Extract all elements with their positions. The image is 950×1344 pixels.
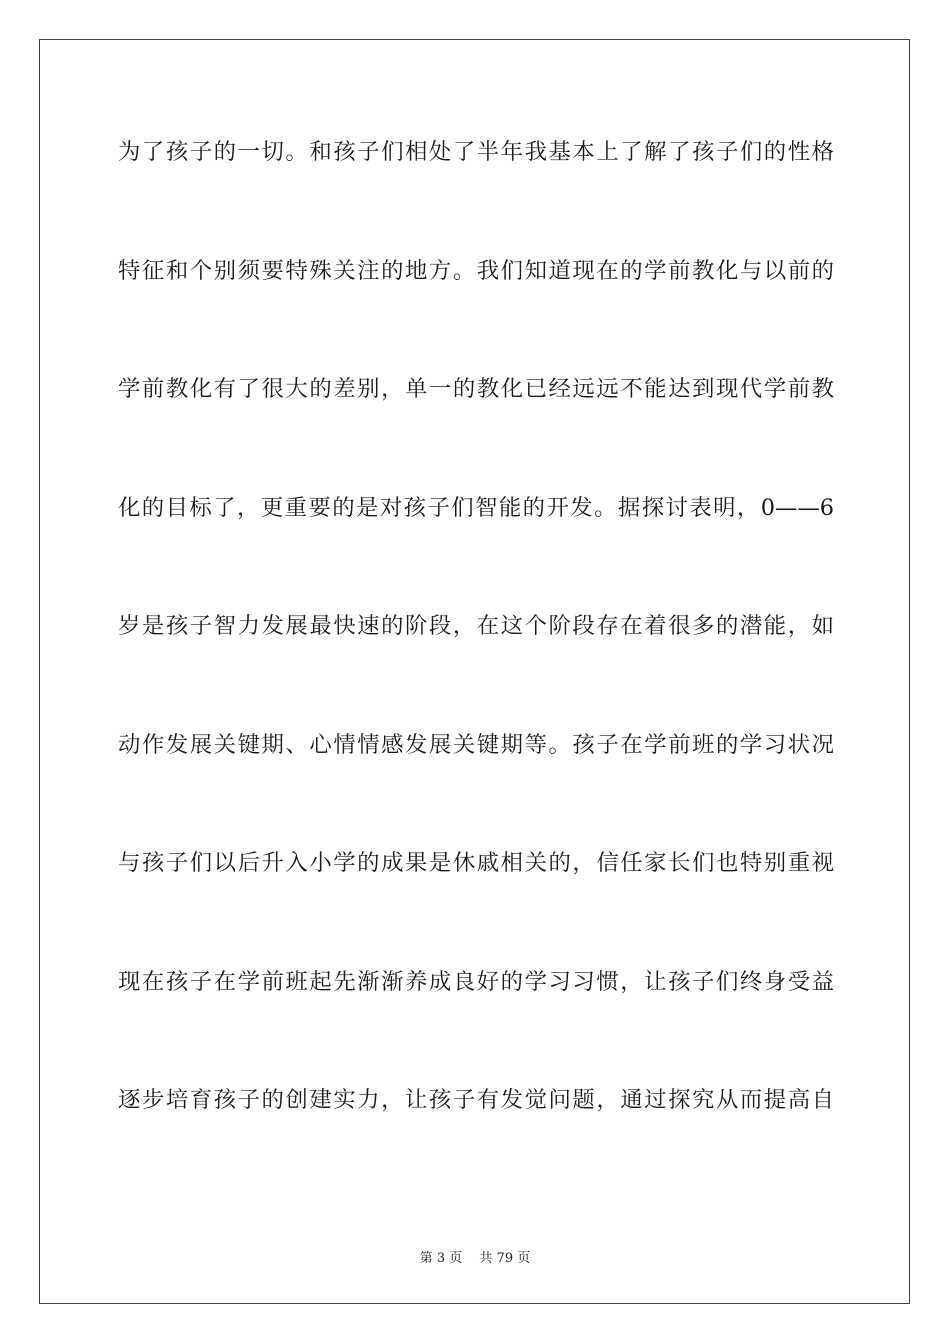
page-number-footer: 第 3 页 共 79 页	[419, 1251, 531, 1266]
paragraph-line: 现在孩子在学前班起先渐渐养成良好的学习习惯，让孩子们终身受益	[118, 968, 834, 995]
paragraph-line: 为了孩子的一切。和孩子们相处了半年我基本上了解了孩子们的性格	[118, 139, 834, 165]
paragraph-line: 与孩子们以后升入小学的成果是休戚相关的，信任家长们也特别重视	[118, 850, 834, 876]
document-body	[118, 126, 834, 1193]
paragraph-line: 学前教化有了很大的差别，单一的教化已经远远不能达到现代学前教	[118, 376, 834, 402]
paragraph-line: 化的目标了，更重要的是对孩子们智能的开发。据探讨表明，0——6	[118, 494, 834, 521]
paragraph-line: 岁是孩子智力发展最快速的阶段，在这个阶段存在着很多的潜能，如	[118, 613, 834, 639]
paragraph-line: 逐步培育孩子的创建实力，让孩子有发觉问题，通过探究从而提高自	[118, 1087, 834, 1113]
paragraph-line: 动作发展关键期、心情情感发展关键期等。孩子在学前班的学习状况	[118, 731, 834, 758]
paragraph-line: 特征和个别须要特殊关注的地方。我们知道现在的学前教化与以前的	[118, 257, 834, 284]
